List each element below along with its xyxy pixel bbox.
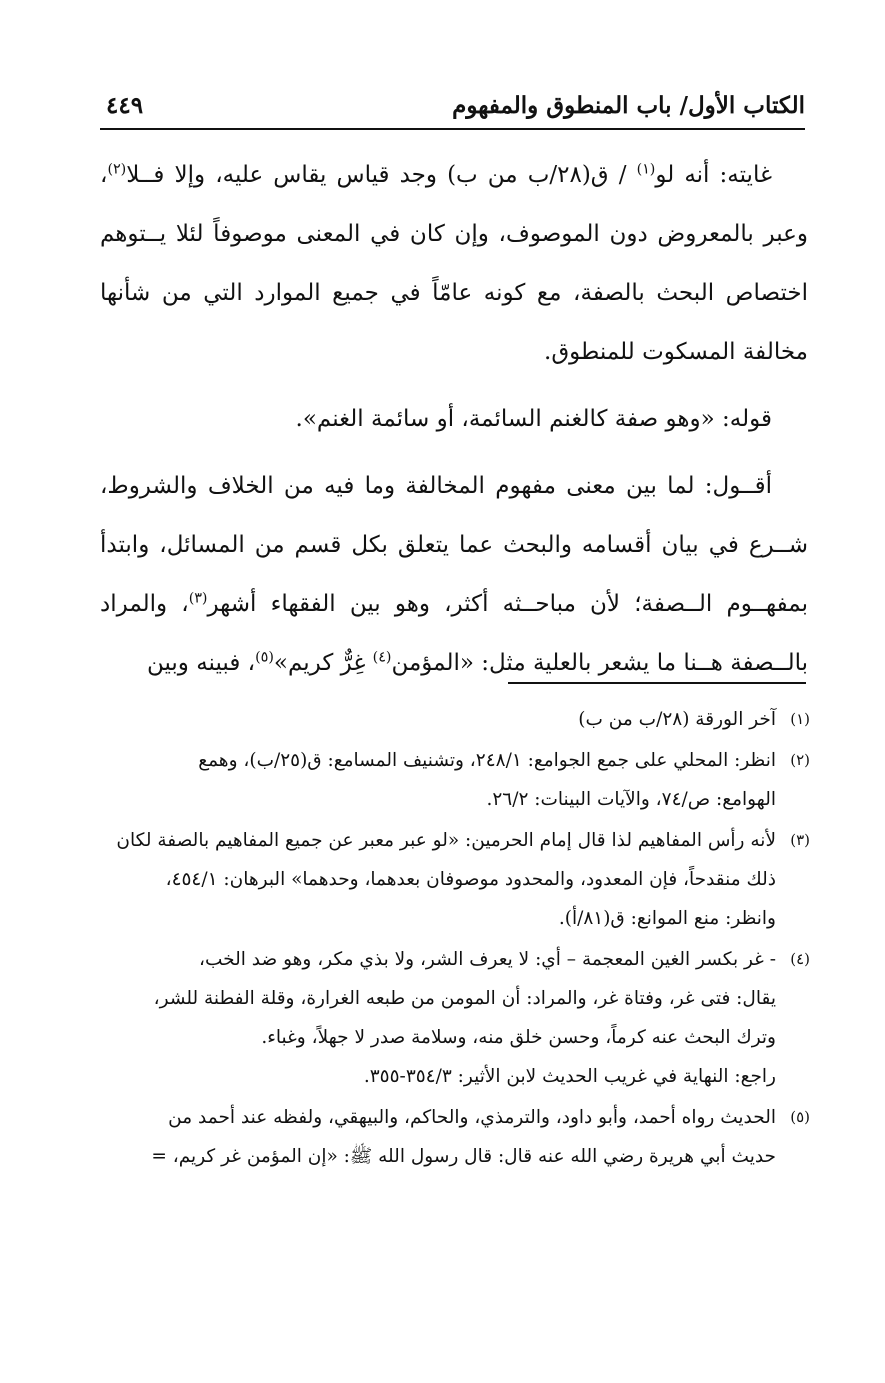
footnote-number: (٥): [790, 1108, 810, 1126]
footnote-1: [100, 700, 810, 739]
paragraph-3-text-d: ، فبينه وبين: [146, 650, 256, 676]
footnote-4: [100, 940, 810, 1096]
footnote-number: (٢): [790, 751, 810, 769]
paragraph-3-text-b: ، والمراد بالــصفة هــنا ما يشعر بالعلية مثل: «المؤمن: [100, 591, 808, 676]
header-rule: [100, 128, 805, 130]
footnote-line: انظر: المحلي على جمع الجوامع: ٢٤٨/١، وتشنيف المسامع: ق(٢٥/ب)، وهمع: [198, 750, 776, 771]
paragraph-1: [100, 146, 808, 382]
footnote-separator: [508, 682, 806, 684]
footnote-line: وترك البحث عنه كرماً، وحسن خلق منه، وسلامة صدر لا جهلاً، وغباء.: [261, 1027, 776, 1048]
footnote-ref-5: (٥): [255, 649, 274, 666]
footnote-2: [100, 741, 810, 819]
footnote-line: الهوامع: ص/٧٤، والآيات البينات: ٢٦/٢.: [486, 789, 776, 810]
paragraph-3: [100, 457, 808, 693]
main-text: [100, 146, 808, 693]
quote-text: قوله: «وهو صفة كالغنم السائمة، أو سائمة الغنم».: [295, 406, 772, 432]
footnote-number: (٣): [790, 831, 810, 849]
page-number: ٤٤٩: [106, 92, 144, 119]
page-header: [100, 88, 805, 130]
footnote-5: [100, 1098, 810, 1176]
footnote-line: راجع: النهاية في غريب الحديث لابن الأثير: ٣٥٤/٣-٣٥٥.: [363, 1066, 776, 1087]
paragraph-1-text-a: غايته: أنه لو: [655, 162, 772, 188]
footnote-line: يقال: فتى غر، وفتاة غر، والمراد: أن المومن من طبعه الغرارة، وقلة الفطنة للشر،: [153, 988, 776, 1009]
footnote-line: حديث أبي هريرة رضي الله عنه قال: قال رسول الله ﷺ: «إن المؤمن غر كريم، =: [151, 1146, 776, 1167]
paragraph-2: [100, 390, 808, 449]
footnote-ref-3: (٣): [188, 590, 208, 607]
paragraph-1-text-b: / ق(٢٨/ب من ب) وجد قياس يقاس عليه، وإلا فــلا: [126, 162, 637, 188]
footnote-ref-4: (٤): [372, 649, 392, 666]
footnote-line: لأنه رأس المفاهيم لذا قال إمام الحرمين: «لو عبر معبر عن جميع المفاهيم بالصفة لكان: [116, 830, 776, 851]
footnote-3: [100, 821, 810, 938]
footnote-line: ذلك منقدحاً، فإن المعدود، والمحدود موصوفان بعدهما، وحدهما» البرهان: ٤٥٤/١،: [165, 869, 776, 890]
footnote-number: (١): [790, 710, 810, 728]
paragraph-1-text-c: ، وعبر بالمعروض دون الموصوف، وإن كان في المعنى موصوفاً لئلا يــتوهم اختصاص البحث بالصفة، مع كونه عامّاً في جميع الموارد التي من شأنها مخالفة المسكوت للمنطوق.: [100, 162, 808, 365]
footnote-ref-1: (١): [636, 161, 656, 178]
paragraph-3-text-a: أقــول: لما بين معنى مفهوم المخالفة وما فيه من الخلاف والشروط، شــرع في بيان أقسامه والبحث عما يتعلق بكل قسم من المسائل، وابتدأ بمفهــوم الــصفة؛ لأن مباحــثه أكثر، وهو بين الفقهاء أشهر: [100, 473, 808, 617]
running-title: الكتاب الأول/ باب المنطوق والمفهوم: [452, 92, 805, 119]
footnote-line: - غر بكسر الغين المعجمة – أي: لا يعرف الشر، ولا بذي مكر، وهو ضد الخب،: [199, 949, 776, 970]
footnotes: [100, 700, 810, 1178]
footnote-line: الحديث رواه أحمد، وأبو داود، والترمذي، والحاكم، والبيهقي، ولفظه عند أحمد من: [168, 1107, 776, 1128]
paragraph-3-text-c: غِرٌّ كريم»: [273, 650, 373, 676]
footnote-line: آخر الورقة (٢٨/ب من ب): [578, 709, 776, 730]
footnote-line: وانظر: منع الموانع: ق(٨١/أ).: [558, 908, 776, 929]
footnote-ref-2: (٢): [107, 161, 127, 178]
footnote-number: (٤): [790, 950, 810, 968]
